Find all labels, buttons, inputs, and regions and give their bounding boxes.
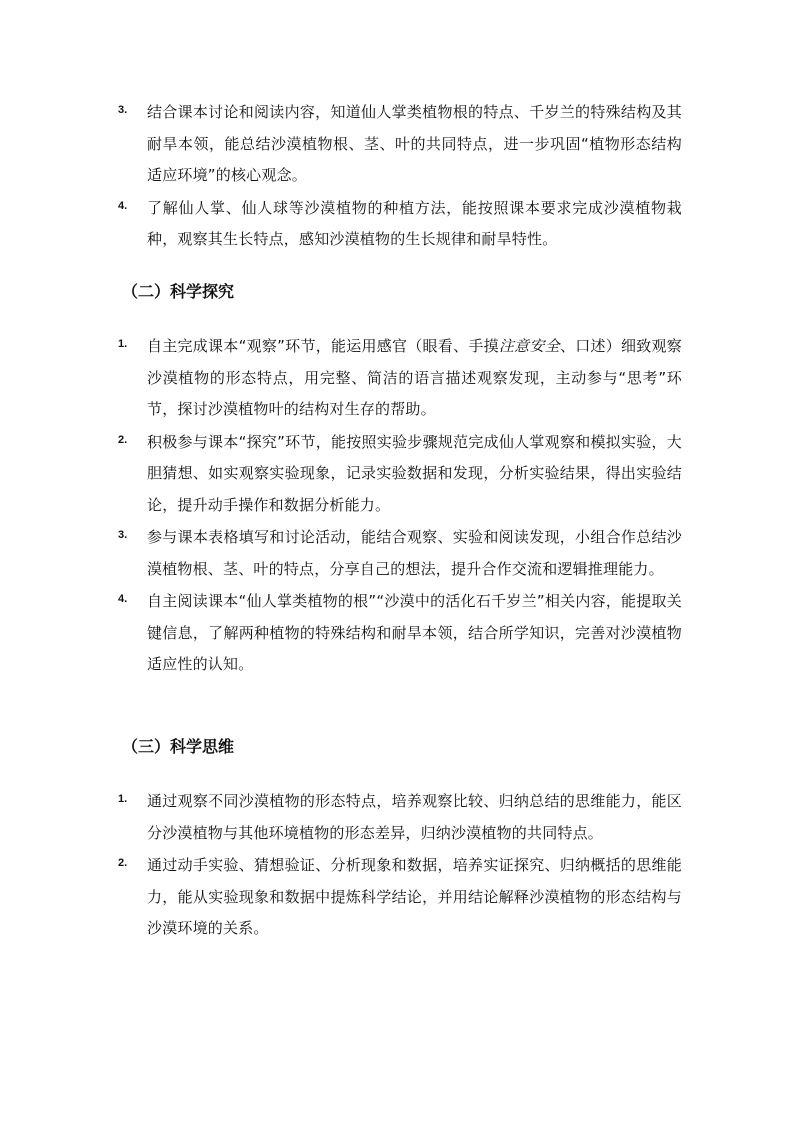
item-text: 结合课本讨论和阅读内容，知道仙人掌类植物根的特点、千岁兰的特殊结构及其耐旱本领，能总结沙漠植物根、茎、叶的共同特点，进一步巩固“植物形态结构适应环境”的核心观念。 [147, 103, 682, 184]
thinking-list [0, 786, 794, 946]
knowledge-list [0, 97, 794, 257]
list-item [0, 331, 794, 426]
item-number: 2. [118, 857, 128, 869]
item-text [147, 331, 682, 426]
section-heading-inquiry: （二）科学探究 [122, 282, 235, 301]
item-number: 3. [118, 104, 128, 116]
list-item [0, 850, 794, 945]
item-number: 4. [118, 593, 128, 605]
list-item [0, 586, 794, 681]
safety-note: 注意安全 [498, 337, 560, 355]
list-item [0, 193, 794, 256]
item-text: 参与课本表格填写和讨论活动，能结合观察、实验和阅读发现，小组合作总结沙漠植物根、茎、叶的特点，分享自己的想法，提升合作交流和逻辑推理能力。 [147, 528, 682, 578]
item-text: 了解仙人掌、仙人球等沙漠植物的种植方法，能按照课本要求完成沙漠植物栽种，观察其生长特点，感知沙漠植物的生长规律和耐旱特性。 [147, 198, 682, 248]
item-text: 通过动手实验、猜想验证、分析现象和数据，培养实证探究、归纳概括的思维能力，能从实验现象和数据中提炼科学结论，并用结论解释沙漠植物的形态结构与沙漠环境的关系。 [147, 856, 682, 937]
inquiry-list [0, 331, 794, 682]
item-text: 积极参与课本“探究”环节，能按照实验步骤规范完成仙人掌观察和模拟实验，大胆猜想、如实观察实验现象，记录实验数据和发现，分析实验结果，得出实验结论，提升动手操作和数据分析能力。 [147, 432, 682, 514]
item-text-part: 、口述）细致观察沙漠植物的形态特点，用完整、简洁的语言描述观察发现，主动参与“思考”环节，探讨沙漠植物叶的结构对生存的帮助。 [147, 337, 682, 418]
section-heading-thinking: （三）科学思维 [122, 737, 235, 756]
item-number: 1. [118, 793, 128, 805]
list-item [0, 522, 794, 585]
item-number: 3. [118, 529, 128, 541]
item-number: 1. [118, 338, 128, 350]
item-number: 4. [118, 199, 128, 212]
item-text: 自主阅读课本“仙人掌类植物的根”“沙漠中的活化石千岁兰”相关内容，能提取关键信息，了解两种植物的特殊结构和耐旱本领，结合所学知识，完善对沙漠植物适应性的认知。 [147, 592, 682, 673]
item-text: 通过观察不同沙漠植物的形态特点，培养观察比较、归纳总结的思维能力，能区分沙漠植物与其他环境植物的形态差异，归纳沙漠植物的共同特点。 [147, 792, 682, 842]
list-item [0, 427, 794, 522]
list-item [0, 97, 794, 192]
item-text-part: 自主完成课本“观察”环节，能运用感官（眼看、手摸 [147, 337, 499, 355]
list-item [0, 786, 794, 849]
item-number: 2. [118, 433, 128, 446]
